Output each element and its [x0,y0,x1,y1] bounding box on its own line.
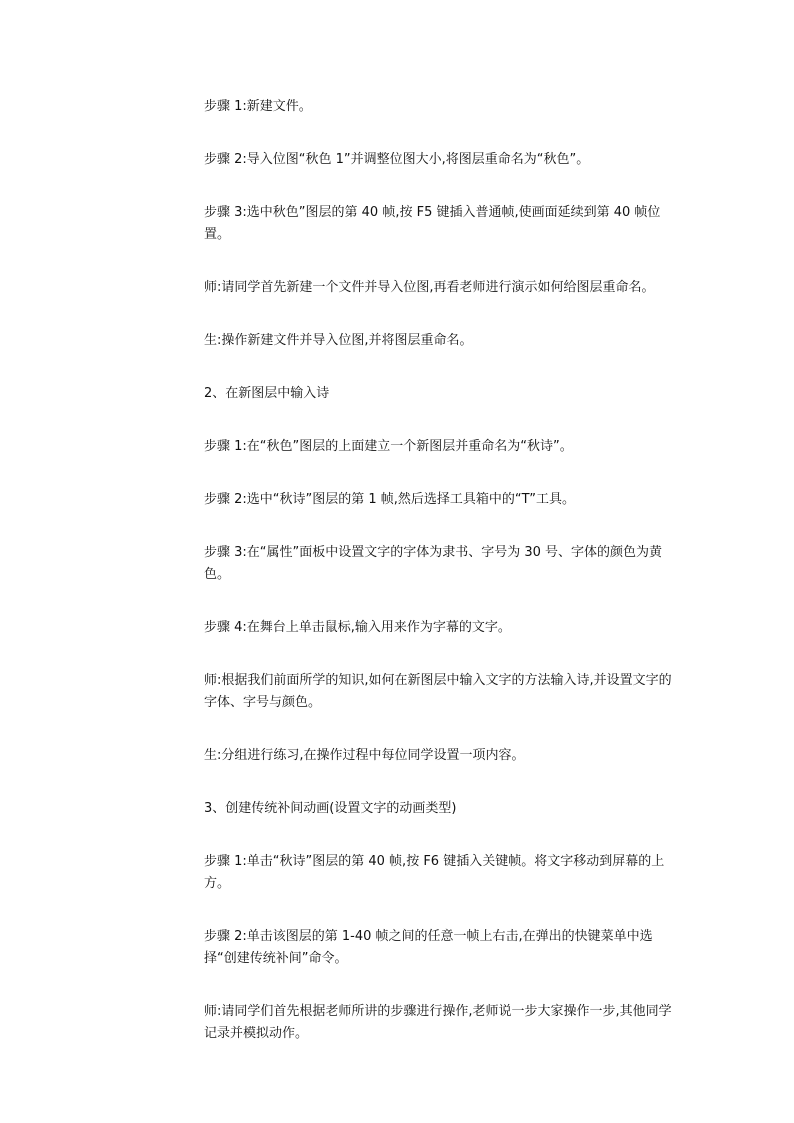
document-body [204,96,684,1076]
step-1-new-layer: 步骤 1:在“秋色”图层的上面建立一个新图层并重命名为“秋诗”。 [204,439,573,454]
step-2-text-tool: 步骤 2:选中“秋诗”图层的第 1 帧,然后选择工具箱中的“T”工具。 [204,492,576,507]
step-3-insert-frame: 步骤 3:选中秋色”图层的第 40 帧,按 F5 键插入普通帧,使画面延续到第 40 帧位置。 [204,205,661,242]
step-2-create-tween: 步骤 2:单击该图层的第 1-40 帧之间的任意一帧上右击,在弹出的快键菜单中选择“创建传统补间”命令。 [204,929,653,966]
teacher-instruction-3: 师:请同学们首先根据老师所讲的步骤进行操作,老师说一步大家操作一步,其他同学记录并模拟动作。 [204,1004,672,1041]
student-activity-2: 生:分组进行练习,在操作过程中每位同学设置一项内容。 [204,748,525,763]
step-2-import-bitmap: 步骤 2:导入位图“秋色 1”并调整位图大小,将图层重命名为“秋色”。 [204,152,590,167]
student-activity-1: 生:操作新建文件并导入位图,并将图层重命名。 [204,333,473,348]
teacher-instruction-1: 师:请同学首先新建一个文件并导入位图,再看老师进行演示如何给图层重命名。 [204,280,655,295]
step-3-properties: 步骤 3:在“属性”面板中设置文字的字体为隶书、字号为 30 号、字体的颜色为黄色。 [204,545,663,582]
teacher-instruction-2: 师:根据我们前面所学的知识,如何在新图层中输入文字的方法输入诗,并设置文字的字体、字号与颜色。 [204,673,672,710]
step-1-keyframe: 步骤 1:单击“秋诗”图层的第 40 帧,按 F6 键插入关键帧。将文字移动到屏幕的上方。 [204,854,665,891]
step-1-new-file: 步骤 1:新建文件。 [204,99,312,114]
section-heading-2: 2、在新图层中输入诗 [204,386,330,401]
step-4-input-text: 步骤 4:在舞台上单击鼠标,输入用来作为字幕的文字。 [204,620,511,635]
section-heading-3: 3、创建传统补间动画(设置文字的动画类型) [204,801,457,816]
